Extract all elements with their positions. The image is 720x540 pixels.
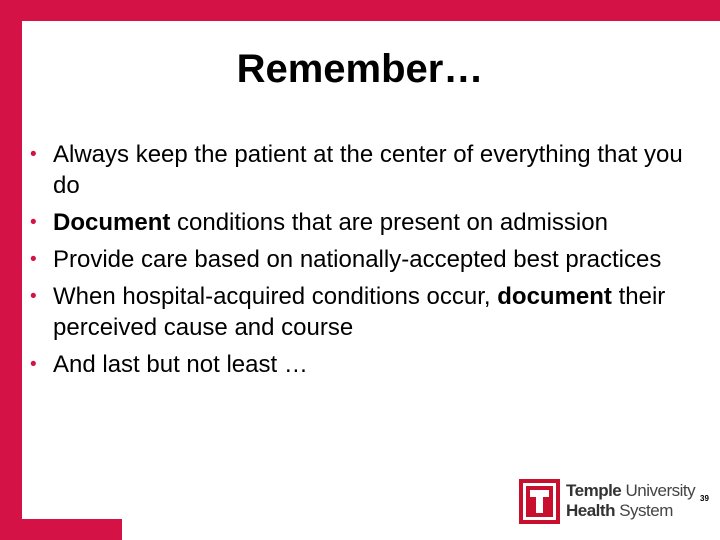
bullet-item <box>30 244 710 275</box>
temple-health-logo <box>519 479 696 524</box>
logo-wordmark-line2: Health System <box>566 501 673 520</box>
bullet-text-bold: document <box>497 283 612 310</box>
bullet-item <box>30 139 710 201</box>
bullet-text: conditions that are present on admission <box>170 209 608 236</box>
bullet-marker: • <box>30 144 37 165</box>
logo-wordmark-line1: Temple University <box>566 481 696 500</box>
bullet-text: their perceived cause and course <box>53 283 666 341</box>
bullet-text: When hospital-acquired conditions occur, <box>53 283 498 310</box>
bullet-text: And last but not least … <box>53 351 308 378</box>
page-number: 39 <box>700 494 709 503</box>
bullet-text: Provide care based on nationally-accepted best practices <box>53 246 662 273</box>
bullet-item <box>30 281 710 343</box>
bullet-marker: • <box>30 354 37 375</box>
temple-t-logo-icon <box>519 479 560 524</box>
bullet-text: Always keep the patient at the center of everything that you do <box>53 141 683 199</box>
bullet-marker: • <box>30 249 37 270</box>
bullet-marker: • <box>30 286 37 307</box>
bullet-text-bold: Document <box>53 209 171 236</box>
bullet-item <box>30 207 710 238</box>
bullet-list <box>30 139 710 386</box>
bullet-item <box>30 349 710 380</box>
slide-title: Remember… <box>236 47 484 91</box>
bullet-marker: • <box>30 212 37 233</box>
